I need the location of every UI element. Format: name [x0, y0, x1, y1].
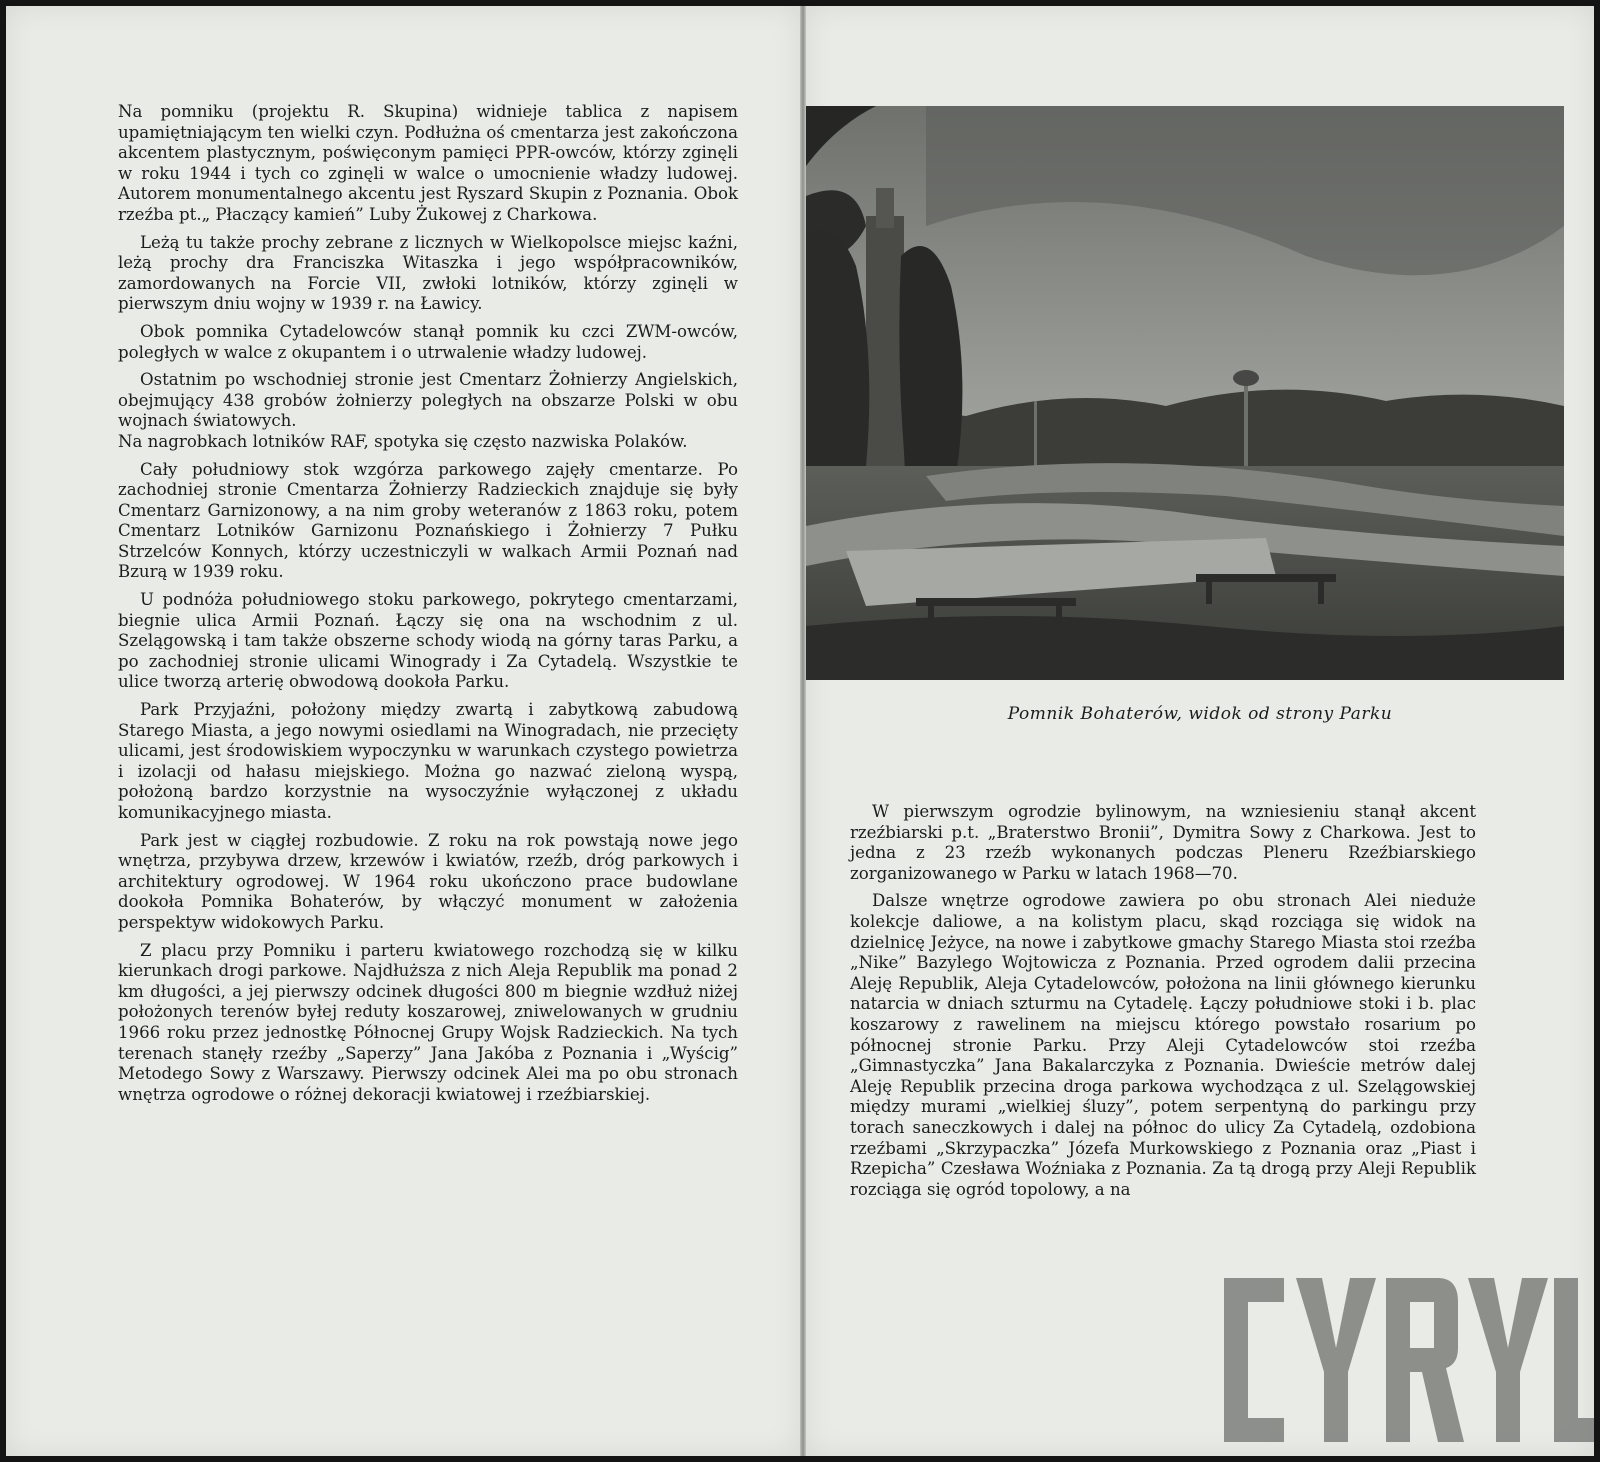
paragraph: Z placu przy Pomniku i parteru kwiatowego rozchodzą się w kilku kierunkach drogi parkowe. Najdłuższa z nich Aleja Republik ma ponad 2 km długości, a jej pierwszy odcinek długości 800 m biegnie wzdłuż niżej położonych terenów byłej reduty koszarowej, zniwelowanych w grudniu 1966 roku przez jednostkę Północnej Grupy Wojsk Radzieckich. Na tych terenach stanęły rzeźby „Saperzy” Jana Jakóba z Poznania i „Wyścig” Metodego Sowy z Warszawy. Pierwszy odcinek Alei ma po obu stronach wnętrza ogrodowe o różnej dekoracji kwiatowej i rzeźbiarskiej.	[118, 940, 738, 1104]
photo-caption: Pomnik Bohaterów, widok od strony Parku	[1007, 704, 1393, 724]
paragraph: Cały południowy stok wzgórza parkowego zajęły cmentarze. Po zachodniej stronie Cmentarza Żołnierzy Radzieckich znajduje się były Cmentarz Garnizonowy, a na nim groby weteranów z 1863 roku, potem Cmentarz Lotników Garnizonu Poznańskiego i Żołnierzy 7 Pułku Strzelców Konnych, którzy uczestniczyli w walkach Armii Poznań nad Bzurą w 1939 roku.	[118, 459, 738, 582]
book-spread	[6, 6, 1594, 1456]
monument-photo-drawing	[806, 106, 1564, 680]
left-text-column	[118, 102, 738, 1112]
cyryl-watermark-logo	[1214, 1268, 1594, 1458]
right-text-column	[850, 802, 1476, 1207]
paragraph: Leżą tu także prochy zebrane z licznych w Wielkopolsce miejsc kaźni, leżą prochy dra Franciszka Witaszka i jego współpracowników, zamordowanych na Forcie VII, zwłoki lotników, którzy zginęli w pierwszym dniu wojny w 1939 r. na Ławicy.	[118, 232, 738, 314]
left-page	[6, 6, 800, 1456]
paragraph: W pierwszym ogrodzie bylinowym, na wzniesieniu stanął akcent rzeźbiarski p.t. „Braterstwo Bronii”, Dymitra Sowy z Charkowa. Jest to jedna z 23 rzeźb wykonanych podczas Pleneru Rzeźbiarskiego zorganizowanego w Parku w latach 1968—70.	[850, 802, 1476, 883]
paragraph: Park Przyjaźni, położony między zwartą i zabytkową zabudową Starego Miasta, a jego nowymi osiedlami na Winogradach, nie przecięty ulicami, jest środowiskiem wypoczynku w warunkach czystego powietrza i izolacji od hałasu miejskiego. Można go nazwać zieloną wyspą, położoną bardzo korzystnie na wysoczyźnie wyłączonej z układu komunikacyjnego miasta.	[118, 700, 738, 822]
paragraph: U podnóża południowego stoku parkowego, pokrytego cmentarzami, biegnie ulica Armii Poznań. Łączy się ona na wschodnim z ul. Szelągowską i tam także obszerne schody wiodą na górny taras Parku, a po zachodniej stronie ulicami Winogrady i Za Cytadelą. Wszystkie te ulice tworzą arterię obwodową dookoła Parku.	[118, 590, 738, 692]
paragraph: Obok pomnika Cytadelowców stanął pomnik ku czci ZWM-owców, poległych w walce z okupantem i o utrwalenie władzy ludowej.	[118, 321, 738, 362]
monument-photo	[806, 106, 1564, 680]
right-page	[806, 6, 1594, 1456]
watermark-logo-drawing	[1214, 1268, 1594, 1458]
paragraph: Park jest w ciągłej rozbudowie. Z roku na rok powstają nowe jego wnętrza, przybywa drzew, krzewów i kwiatów, rzeźb, dróg parkowych i architektury ogrodowej. W 1964 roku ukończono prace budowlane dookoła Pomnika Bohaterów, by włączyć monument w założenia perspektyw widokowych Parku.	[118, 830, 738, 932]
paragraph: Na nagrobkach lotników RAF, spotyka się często nazwiska Polaków.	[118, 431, 688, 451]
paragraph: Ostatnim po wschodniej stronie jest Cmentarz Żołnierzy Angielskich, obejmujący 438 grobów żołnierzy poległych na obszarze Polski w obu wojnach światowych.	[118, 370, 738, 431]
paragraph: Na pomniku (projektu R. Skupina) widnieje tablica z napisem upamiętniającym ten wielki czyn. Podłużna oś cmentarza jest zakończona akcentem plastycznym, poświęconym pamięci PPR-owców, którzy zginęli w roku 1944 i tych co zginęli w walce o umocnienie władzy ludowej. Autorem monumentalnego akcentu jest Ryszard Skupin z Poznania. Obok rzeźba pt.„ Płaczący kamień” Luby Żukowej z Charkowa.	[118, 102, 738, 224]
paragraph: Dalsze wnętrze ogrodowe zawiera po obu stronach Alei nieduże kolekcje daliowe, a na kolistym placu, skąd rozciąga się widok na dzielnicę Jeżyce, na nowe i zabytkowe gmachy Starego Miasta stoi rzeźba „Nike” Bazylego Wojtowicza z Poznania. Przed ogrodem dalii przecina Aleję Republik, Aleja Cytadelowców, położona na linii głównego kierunku natarcia w dniach szturmu na Cytadelę. Łączy południowe stoki i b. plac koszarowy z rawelinem na miejscu którego powstało rosarium po północnej stronie Parku. Przy Aleji Cytadelowców stoi rzeźba „Gimnastyczka” Jana Bakalarczyka z Poznania. Dwieście metrów dalej Aleję Republik przecina droga parkowa wychodząca z ul. Szelągowskiej między murami „wielkiej śluzy”, potem serpentyną do parkingu przy torach saneczkowych i dalej na północ do ulicy Za Cytadelą, ozdobiona rzeźbami „Skrzypaczka” Józefa Murkowskiego z Poznania oraz „Piast i Rzepicha” Czesława Woźniaka z Poznania. Za tą drogą przy Aleji Republik rozciąga się ogród topolowy, a na	[850, 891, 1476, 1199]
